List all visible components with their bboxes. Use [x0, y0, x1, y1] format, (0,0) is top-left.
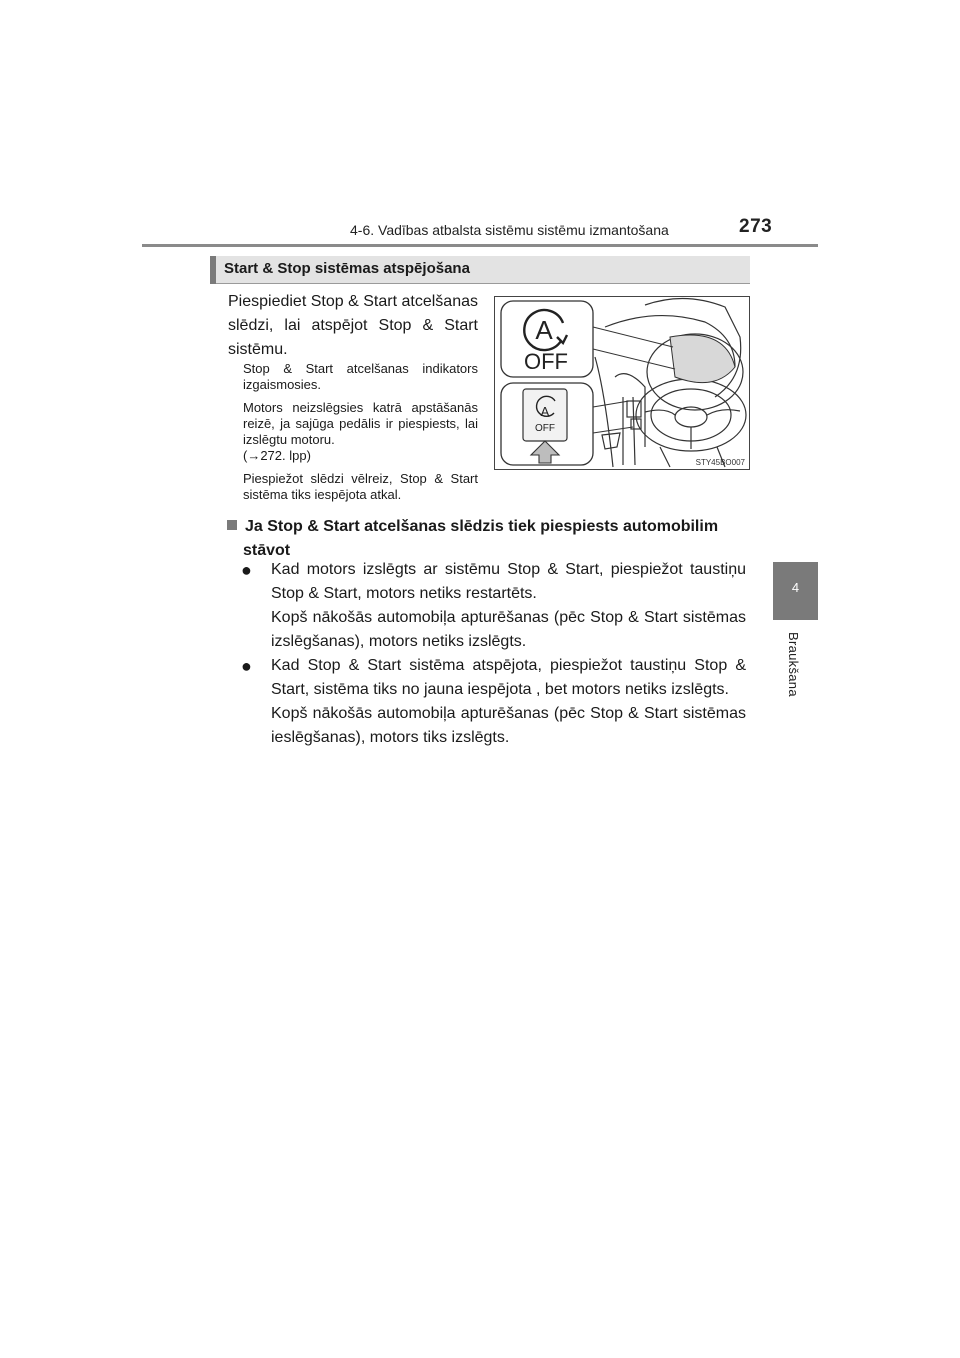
top-icon-letter: A [535, 315, 553, 345]
page-number: 273 [739, 216, 773, 237]
header-divider [142, 244, 818, 247]
notes-list [243, 361, 478, 510]
subsection-title-line2: stāvot [243, 542, 291, 559]
round-bullet-icon: ● [241, 560, 252, 580]
intro-paragraph [228, 290, 478, 362]
note-reenable: Piespiežot slēdzi vēlreiz, Stop & Start sistēma tiks iespējota atkal. [243, 471, 478, 502]
bottom-icon-text: OFF [535, 423, 555, 434]
subsection-title-line1: Ja Stop & Start atcelšanas slēdzis tiek piespiests automobilim [245, 518, 719, 535]
bullet-paragraph: Kad Stop & Start sistēma atspējota, piespiežot taustiņu Stop & Start, sistēma tiks no jauna iespējota , bet motors netiks izslēgts. [271, 657, 746, 698]
bullet-paragraph: Kopš nākošās automobiļa apturēšanas (pēc Stop & Start sistēmas ieslēgšanas), motors tiks izslēgts. [271, 705, 746, 746]
bullet-paragraph: Kad motors izslēgts ar sistēmu Stop & Start, piespiežot taustiņu Stop & Start, motors netiks restartēts. [271, 561, 746, 602]
subsection-heading [227, 515, 747, 563]
chapter-tab [773, 562, 818, 620]
section-title: Start & Stop sistēmas atspējošana [224, 260, 470, 277]
note-clutch [243, 400, 478, 464]
intro-text: Piespiediet Stop & Start atcelšanas slēdzi, lai atspējot Stop & Start sistēmu. [228, 293, 478, 358]
header-title: 4-6. Vadības atbalsta sistēmu sistēmu izmantošana [350, 222, 669, 238]
bottom-icon-letter: A [540, 404, 550, 419]
figure-code: STY45BO007 [695, 458, 745, 467]
section-heading-bar [210, 256, 750, 284]
bullet-text [271, 558, 746, 654]
bullet-text [271, 654, 746, 750]
note-indicator: Stop & Start atcelšanas indikators izgaismosies. [243, 361, 478, 392]
square-bullet-icon [227, 520, 237, 530]
top-icon-text: OFF [524, 349, 568, 374]
page-reference: (→272. lpp) [243, 448, 311, 463]
chapter-label: Braukšana [786, 632, 801, 697]
chapter-number: 4 [791, 580, 800, 595]
round-bullet-icon: ● [241, 656, 252, 676]
dashboard-illustration [494, 296, 750, 470]
section-accent [210, 256, 216, 284]
dashboard-drawing [495, 297, 750, 470]
bullet-paragraph: Kopš nākošās automobiļa apturēšanas (pēc Stop & Start sistēmas izslēgšanas), motors netiks izslēgts. [271, 609, 746, 650]
note-clutch-text: Motors neizslēgsies katrā apstāšanās reizē, ja sajūga pedālis ir piespiests, lai izslēgtu motoru. [243, 400, 478, 447]
